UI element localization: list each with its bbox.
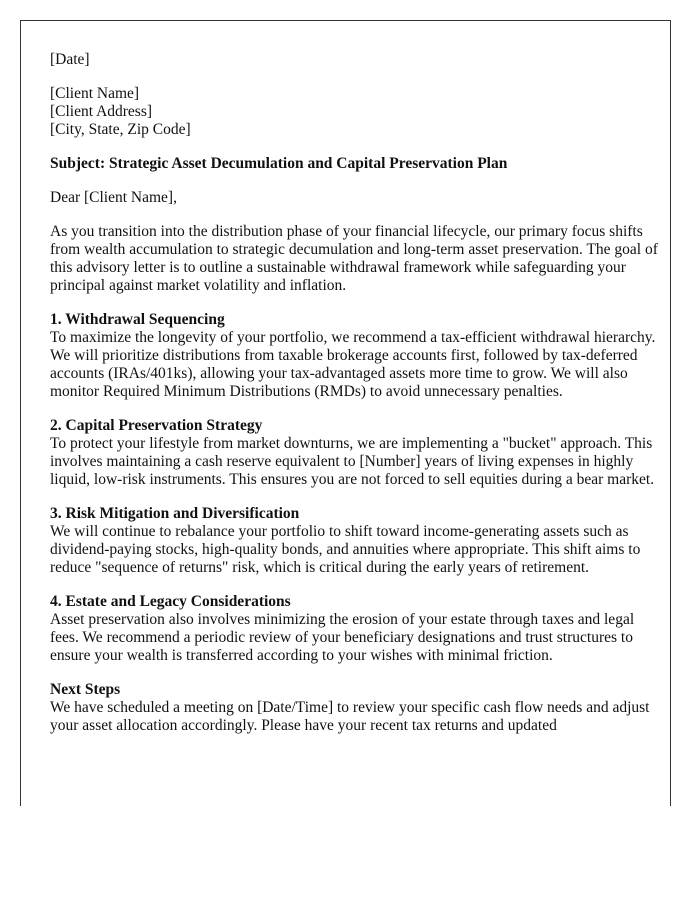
section-heading: 4. Estate and Legacy Considerations <box>50 593 291 610</box>
section-heading: 1. Withdrawal Sequencing <box>50 311 225 328</box>
letter-page <box>20 20 671 806</box>
letter-date: [Date] <box>50 51 90 68</box>
recipient-city-state-zip: [City, State, Zip Code] <box>50 121 191 138</box>
intro-paragraph: As you transition into the distribution phase of your financial lifecycle, our primary focus shifts from wealth accumulation to strategic decumulation and long-term asset preservation. The goal of this advisory letter is to outline a sustainable withdrawal framework while safeguarding your principal against market volatility and inflation. <box>50 223 658 294</box>
recipient-address-block <box>50 85 659 139</box>
salutation: Dear [Client Name], <box>50 189 177 206</box>
section-heading: 3. Risk Mitigation and Diversification <box>50 505 300 522</box>
section-estate-legacy <box>50 593 659 665</box>
section-body: We will continue to rebalance your portfolio to shift toward income-generating assets such as dividend-paying stocks, high-quality bonds, and annuities where appropriate. This shift aims to reduce "sequence of returns" risk, which is critical during the early years of retirement. <box>50 523 641 576</box>
section-body: To maximize the longevity of your portfolio, we recommend a tax-efficient withdrawal hierarchy. We will prioritize distributions from taxable brokerage accounts first, followed by tax-deferred accounts (IRAs/401ks), allowing your tax-advantaged assets more time to grow. We will also monitor Required Minimum Distributions (RMDs) to avoid unnecessary penalties. <box>50 329 656 400</box>
section-body: To protect your lifestyle from market downturns, we are implementing a "bucket" approach. This involves maintaining a cash reserve equivalent to [Number] years of living expenses in highly liquid, low-risk instruments. This ensures you are not forced to sell equities during a bear market. <box>50 435 655 488</box>
section-heading: 2. Capital Preservation Strategy <box>50 417 263 434</box>
subject-line: Subject: Strategic Asset Decumulation and Capital Preservation Plan <box>50 155 508 172</box>
recipient-name: [Client Name] <box>50 85 140 102</box>
section-next-steps <box>50 681 659 735</box>
section-risk-mitigation <box>50 505 659 577</box>
section-heading: Next Steps <box>50 681 121 698</box>
section-body: We have scheduled a meeting on [Date/Time] to review your specific cash flow needs and adjust your asset allocation accordingly. Please have your recent tax returns and updated <box>50 699 650 734</box>
section-withdrawal-sequencing <box>50 311 659 401</box>
section-capital-preservation <box>50 417 659 489</box>
recipient-address: [Client Address] <box>50 103 153 120</box>
section-body: Asset preservation also involves minimizing the erosion of your estate through taxes and legal fees. We recommend a periodic review of your beneficiary designations and trust structures to ensure your wealth is transferred according to your wishes with minimal friction. <box>50 611 635 664</box>
